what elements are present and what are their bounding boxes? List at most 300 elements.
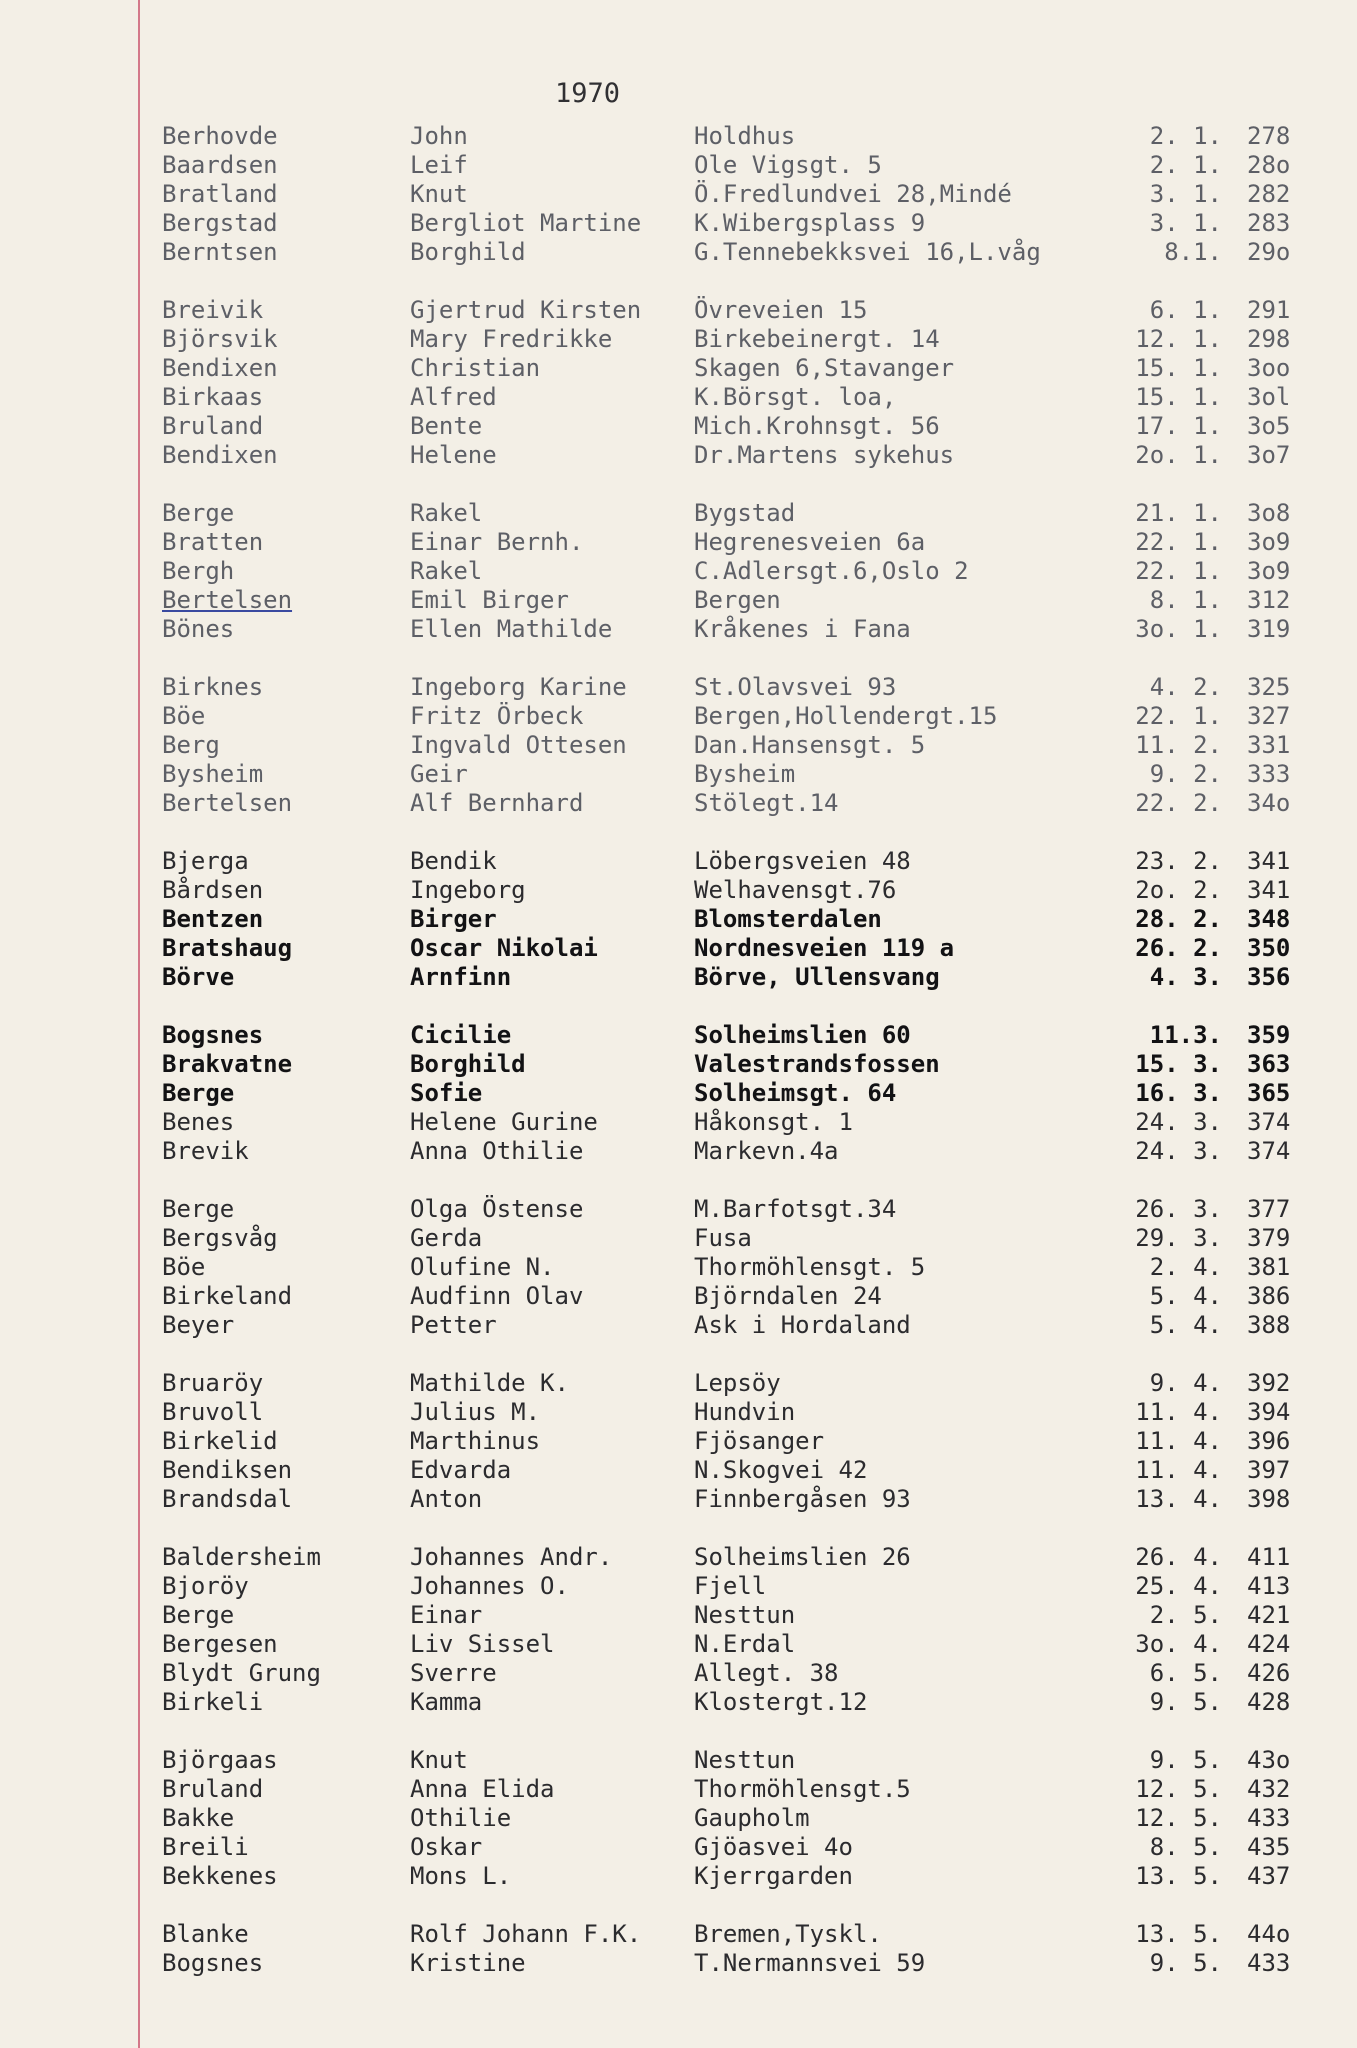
surname-cell: Bekkenes [162,1862,278,1890]
address-cell: Hundvin [694,1398,796,1426]
ledger-row [162,499,1312,528]
address-cell: Lepsöy [694,1369,781,1397]
surname-cell: Brevik [162,1137,249,1165]
ledger-row [162,1253,1312,1282]
given-name-cell: Arnfinn [410,963,512,991]
surname-cell: Bergsvåg [162,1224,278,1252]
ledger-row [162,1456,1312,1485]
ledger-row [162,151,1312,180]
given-name-cell: Ingeborg [410,876,526,904]
record-number-cell: 428 [1247,1688,1291,1716]
address-cell: Bremen,Tyskl. [694,1920,882,1948]
given-name-cell: Einar [410,1601,483,1629]
date-cell: 2o. 2. [1135,876,1222,904]
ledger-row [162,1775,1312,1804]
surname-cell: Bendixen [162,441,278,469]
address-cell: Fjell [694,1572,767,1600]
given-name-cell: Audfinn Olav [410,1282,584,1310]
given-name-cell: Petter [410,1311,497,1339]
surname-cell: Bratshaug [162,934,293,962]
date-cell: 23. 2. [1135,847,1222,875]
record-number-cell: 432 [1247,1775,1291,1803]
address-cell: Björndalen 24 [694,1282,882,1310]
surname-cell: Bogsnes [162,1021,264,1049]
ledger-row [162,412,1312,441]
given-name-cell: Bendik [410,847,497,875]
given-name-cell: Helene [410,441,497,469]
address-cell: Dan.Hansensgt. 5 [694,731,926,759]
date-cell: 6. 5. [1149,1659,1222,1687]
ledger-row [162,1804,1312,1833]
surname-cell: Bentzen [162,905,264,933]
ledger-row [162,441,1312,470]
address-cell: Thormöhlensgt.5 [694,1775,911,1803]
address-cell: Fjösanger [694,1427,825,1455]
date-cell: 4. 3. [1149,963,1222,991]
record-number-cell: 333 [1247,760,1291,788]
surname-cell: Breivik [162,296,264,324]
entry-group [162,499,1312,644]
entry-group [162,673,1312,818]
date-cell: 3o. 1. [1135,615,1222,643]
record-number-cell: 312 [1247,586,1291,614]
address-cell: Nordnesveien 119 a [694,934,955,962]
given-name-cell: Cicilie [410,1021,512,1049]
address-cell: Solheimslien 26 [694,1543,911,1571]
ledger-row [162,1572,1312,1601]
given-name-cell: Anna Othilie [410,1137,584,1165]
given-name-cell: Borghild [410,1050,526,1078]
given-name-cell: Anna Elida [410,1775,555,1803]
surname-cell: Blanke [162,1920,249,1948]
given-name-cell: Sofie [410,1079,483,1107]
date-cell: 5. 4. [1149,1311,1222,1339]
ledger-row [162,325,1312,354]
record-number-cell: 363 [1247,1050,1291,1078]
record-number-cell: 392 [1247,1369,1291,1397]
address-cell: Birkebeinergt. 14 [694,325,940,353]
register-ledger [162,122,1312,2007]
surname-cell: Birkeland [162,1282,293,1310]
address-cell: Mich.Krohnsgt. 56 [694,412,940,440]
record-number-cell: 348 [1247,905,1291,933]
surname-cell: Bysheim [162,760,264,788]
record-number-cell: 397 [1247,1456,1291,1484]
address-cell: Nesttun [694,1601,796,1629]
ledger-row [162,731,1312,760]
address-cell: Fusa [694,1224,752,1252]
surname-cell: Bönes [162,615,235,643]
date-cell: 11. 2. [1135,731,1222,759]
entry-group [162,1021,1312,1166]
address-cell: G.Tennebekksvei 16,L.våg [694,238,1041,266]
surname-cell: Bjerga [162,847,249,875]
surname-cell: Berg [162,731,220,759]
surname-cell: Bakke [162,1804,235,1832]
address-cell: Bergen,Hollendergt.15 [694,702,998,730]
given-name-cell: Othilie [410,1804,512,1832]
surname-cell: Bergesen [162,1630,278,1658]
record-number-cell: 388 [1247,1311,1291,1339]
record-number-cell: 394 [1247,1398,1291,1426]
entry-group [162,122,1312,267]
given-name-cell: Olufine N. [410,1253,555,1281]
given-name-cell: Gerda [410,1224,483,1252]
address-cell: Blomsterdalen [694,905,882,933]
given-name-cell: Borghild [410,238,526,266]
record-number-cell: 377 [1247,1195,1291,1223]
ledger-row [162,789,1312,818]
ledger-row [162,1485,1312,1514]
record-number-cell: 278 [1247,122,1291,150]
address-cell: Solheimslien 60 [694,1021,911,1049]
given-name-cell: Edvarda [410,1456,512,1484]
ledger-row [162,1427,1312,1456]
given-name-cell: Oscar Nikolai [410,934,598,962]
record-number-cell: 282 [1247,180,1291,208]
record-number-cell: 379 [1247,1224,1291,1252]
record-number-cell: 365 [1247,1079,1291,1107]
surname-cell: Böe [162,1253,206,1281]
surname-cell: Berge [162,499,235,527]
record-number-cell: 341 [1247,876,1291,904]
given-name-cell: Rakel [410,557,483,585]
given-name-cell: Ingeborg Karine [410,673,627,701]
ledger-row [162,673,1312,702]
address-cell: Löbergsveien 48 [694,847,911,875]
record-number-cell: 29o [1247,238,1291,266]
ledger-row [162,1369,1312,1398]
ledger-row [162,209,1312,238]
ledger-row [162,1920,1312,1949]
ledger-row [162,1108,1312,1137]
surname-cell: Berntsen [162,238,278,266]
date-cell: 9. 5. [1149,1746,1222,1774]
record-number-cell: 435 [1247,1833,1291,1861]
date-cell: 22. 2. [1135,789,1222,817]
given-name-cell: Gjertrud Kirsten [410,296,642,324]
record-number-cell: 3o5 [1247,412,1291,440]
ledger-row [162,1746,1312,1775]
surname-cell: Breili [162,1833,249,1861]
surname-cell: Bertelsen [162,789,293,817]
ledger-row [162,1137,1312,1166]
ledger-row [162,760,1312,789]
address-cell: Solheimsgt. 64 [694,1079,897,1107]
ledger-row [162,963,1312,992]
record-number-cell: 325 [1247,673,1291,701]
ledger-row [162,586,1312,615]
surname-cell: Birkelid [162,1427,278,1455]
date-cell: 13. 5. [1135,1862,1222,1890]
date-cell: 17. 1. [1135,412,1222,440]
date-cell: 2. 1. [1149,151,1222,179]
record-number-cell: 3ol [1247,383,1291,411]
record-number-cell: 43o [1247,1746,1291,1774]
date-cell: 11. 4. [1135,1427,1222,1455]
address-cell: K.Börsgt. loa, [694,383,897,411]
ledger-row [162,557,1312,586]
record-number-cell: 44o [1247,1920,1291,1948]
given-name-cell: Mons L. [410,1862,512,1890]
given-name-cell: Leif [410,151,468,179]
surname-cell: Brandsdal [162,1485,293,1513]
given-name-cell: Kristine [410,1949,526,1977]
date-cell: 22. 1. [1135,702,1222,730]
surname-cell: Baldersheim [162,1543,321,1571]
ledger-row [162,905,1312,934]
address-cell: Hegrenesveien 6a [694,528,926,556]
address-cell: Welhavensgt.76 [694,876,897,904]
ledger-row [162,296,1312,325]
given-name-cell: Liv Sissel [410,1630,555,1658]
address-cell: N.Erdal [694,1630,796,1658]
surname-cell: Bruland [162,1775,264,1803]
date-cell: 2o. 1. [1135,441,1222,469]
surname-cell: Bruland [162,412,264,440]
ledger-row [162,1021,1312,1050]
given-name-cell: Anton [410,1485,483,1513]
entry-group [162,847,1312,992]
record-number-cell: 437 [1247,1862,1291,1890]
address-cell: Holdhus [694,122,796,150]
ledger-row [162,122,1312,151]
record-number-cell: 3o7 [1247,441,1291,469]
ledger-row [162,702,1312,731]
record-number-cell: 291 [1247,296,1291,324]
address-cell: Markevn.4a [694,1137,839,1165]
given-name-cell: Bente [410,412,483,440]
date-cell: 15. 1. [1135,354,1222,382]
record-number-cell: 424 [1247,1630,1291,1658]
given-name-cell: Julius M. [410,1398,541,1426]
surname-cell: Birkaas [162,383,264,411]
given-name-cell: Christian [410,354,541,382]
record-number-cell: 374 [1247,1137,1291,1165]
record-number-cell: 381 [1247,1253,1291,1281]
given-name-cell: Sverre [410,1659,497,1687]
surname-cell: Bratland [162,180,278,208]
date-cell: 8. 5. [1149,1833,1222,1861]
given-name-cell: Fritz Örbeck [410,702,584,730]
ledger-row [162,383,1312,412]
record-number-cell: 374 [1247,1108,1291,1136]
entry-group [162,1369,1312,1514]
date-cell: 24. 3. [1135,1137,1222,1165]
given-name-cell: Johannes Andr. [410,1543,613,1571]
date-cell: 15. 1. [1135,383,1222,411]
surname-cell: Beyer [162,1311,235,1339]
given-name-cell: Bergliot Martine [410,209,642,237]
address-cell: Bygstad [694,499,796,527]
given-name-cell: Olga Östense [410,1195,584,1223]
given-name-cell: Ellen Mathilde [410,615,613,643]
date-cell: 3. 1. [1149,180,1222,208]
given-name-cell: Emil Birger [410,586,569,614]
address-cell: K.Wibergsplass 9 [694,209,926,237]
ledger-row [162,1050,1312,1079]
record-number-cell: 3oo [1247,354,1291,382]
date-cell: 3o. 4. [1135,1630,1222,1658]
ledger-row [162,1282,1312,1311]
given-name-cell: Alfred [410,383,497,411]
given-name-cell: Knut [410,1746,468,1774]
entry-group [162,1920,1312,1978]
date-cell: 9. 4. [1149,1369,1222,1397]
date-cell: 29. 3. [1135,1224,1222,1252]
surname-cell: Blydt Grung [162,1659,321,1687]
given-name-cell: Mathilde K. [410,1369,569,1397]
given-name-cell: Alf Bernhard [410,789,584,817]
date-cell: 11. 4. [1135,1398,1222,1426]
date-cell: 9. 5. [1149,1688,1222,1716]
record-number-cell: 413 [1247,1572,1291,1600]
address-cell: Allegt. 38 [694,1659,839,1687]
date-cell: 9. 5. [1149,1949,1222,1977]
address-cell: T.Nermannsvei 59 [694,1949,926,1977]
record-number-cell: 34o [1247,789,1291,817]
entry-group [162,296,1312,470]
record-number-cell: 398 [1247,1485,1291,1513]
date-cell: 11. 4. [1135,1456,1222,1484]
surname-cell: Börve [162,963,235,991]
ledger-row [162,847,1312,876]
address-cell: C.Adlersgt.6,Oslo 2 [694,557,969,585]
record-number-cell: 319 [1247,615,1291,643]
address-cell: Stölegt.14 [694,789,839,817]
ledger-row [162,354,1312,383]
given-name-cell: Marthinus [410,1427,541,1455]
address-cell: Ask i Hordaland [694,1311,911,1339]
date-cell: 26. 3. [1135,1195,1222,1223]
record-number-cell: 298 [1247,325,1291,353]
address-cell: Klostergt.12 [694,1688,868,1716]
record-number-cell: 327 [1247,702,1291,730]
surname-cell: Bertelsen [162,586,293,614]
address-cell: Ole Vigsgt. 5 [694,151,882,179]
address-cell: Ö.Fredlundvei 28,Mindé [694,180,1012,208]
date-cell: 25. 4. [1135,1572,1222,1600]
record-number-cell: 411 [1247,1543,1291,1571]
record-number-cell: 433 [1247,1804,1291,1832]
ledger-row [162,1195,1312,1224]
address-cell: N.Skogvei 42 [694,1456,868,1484]
surname-cell: Baardsen [162,151,278,179]
ledger-row [162,180,1312,209]
ledger-row [162,1311,1312,1340]
date-cell: 15. 3. [1135,1050,1222,1078]
surname-cell: Birkeli [162,1688,264,1716]
ledger-row [162,1543,1312,1572]
record-number-cell: 341 [1247,847,1291,875]
address-cell: Börve, Ullensvang [694,963,940,991]
address-cell: Övreveien 15 [694,296,868,324]
date-cell: 8. 1. [1149,586,1222,614]
ledger-row [162,934,1312,963]
record-number-cell: 3o9 [1247,557,1291,585]
entry-group [162,1543,1312,1717]
given-name-cell: John [410,122,468,150]
address-cell: Bysheim [694,760,796,788]
address-cell: Gaupholm [694,1804,810,1832]
surname-cell: Bendixen [162,354,278,382]
given-name-cell: Ingvald Ottesen [410,731,627,759]
address-cell: M.Barfotsgt.34 [694,1195,897,1223]
given-name-cell: Geir [410,760,468,788]
date-cell: 12. 5. [1135,1804,1222,1832]
address-cell: Håkonsgt. 1 [694,1108,853,1136]
ledger-row [162,1224,1312,1253]
date-cell: 12. 1. [1135,325,1222,353]
record-number-cell: 3o8 [1247,499,1291,527]
address-cell: Kråkenes i Fana [694,615,911,643]
record-number-cell: 359 [1247,1021,1291,1049]
ledger-row [162,876,1312,905]
surname-cell: Bruvoll [162,1398,264,1426]
entry-group [162,1746,1312,1891]
record-number-cell: 28o [1247,151,1291,179]
ledger-row [162,615,1312,644]
record-number-cell: 421 [1247,1601,1291,1629]
page-year: 1970 [555,78,621,109]
date-cell: 9. 2. [1149,760,1222,788]
ledger-row [162,1949,1312,1978]
surname-cell: Benes [162,1108,235,1136]
ledger-row [162,1398,1312,1427]
address-cell: Finnbergåsen 93 [694,1485,911,1513]
ledger-row [162,238,1312,267]
address-cell: Gjöasvei 4o [694,1833,853,1861]
address-cell: Valestrandsfossen [694,1050,940,1078]
given-name-cell: Einar Bernh. [410,528,584,556]
surname-cell: Berge [162,1601,235,1629]
date-cell: 26. 2. [1135,934,1222,962]
address-cell: Dr.Martens sykehus [694,441,955,469]
surname-cell: Björsvik [162,325,278,353]
surname-cell: Bergh [162,557,235,585]
date-cell: 4. 2. [1149,673,1222,701]
surname-cell: Bårdsen [162,876,264,904]
surname-cell: Brakvatne [162,1050,293,1078]
date-cell: 5. 4. [1149,1282,1222,1310]
date-cell: 6. 1. [1149,296,1222,324]
ledger-row [162,1630,1312,1659]
surname-cell: Björgaas [162,1746,278,1774]
surname-cell: Birknes [162,673,264,701]
date-cell: 2. 5. [1149,1601,1222,1629]
record-number-cell: 396 [1247,1427,1291,1455]
given-name-cell: Birger [410,905,497,933]
record-number-cell: 386 [1247,1282,1291,1310]
date-cell: 2. 4. [1149,1253,1222,1281]
ledger-row [162,1833,1312,1862]
address-cell: St.Olavsvei 93 [694,673,897,701]
surname-cell: Bruaröy [162,1369,264,1397]
surname-cell: Bjoröy [162,1572,249,1600]
given-name-cell: Johannes O. [410,1572,569,1600]
entry-group [162,1195,1312,1340]
surname-cell: Bendiksen [162,1456,293,1484]
given-name-cell: Oskar [410,1833,483,1861]
given-name-cell: Rolf Johann F.K. [410,1920,642,1948]
date-cell: 2. 1. [1149,122,1222,150]
address-cell: Nesttun [694,1746,796,1774]
date-cell: 26. 4. [1135,1543,1222,1571]
address-cell: Bergen [694,586,781,614]
surname-cell: Berge [162,1195,235,1223]
date-cell: 28. 2. [1135,905,1222,933]
record-number-cell: 283 [1247,209,1291,237]
